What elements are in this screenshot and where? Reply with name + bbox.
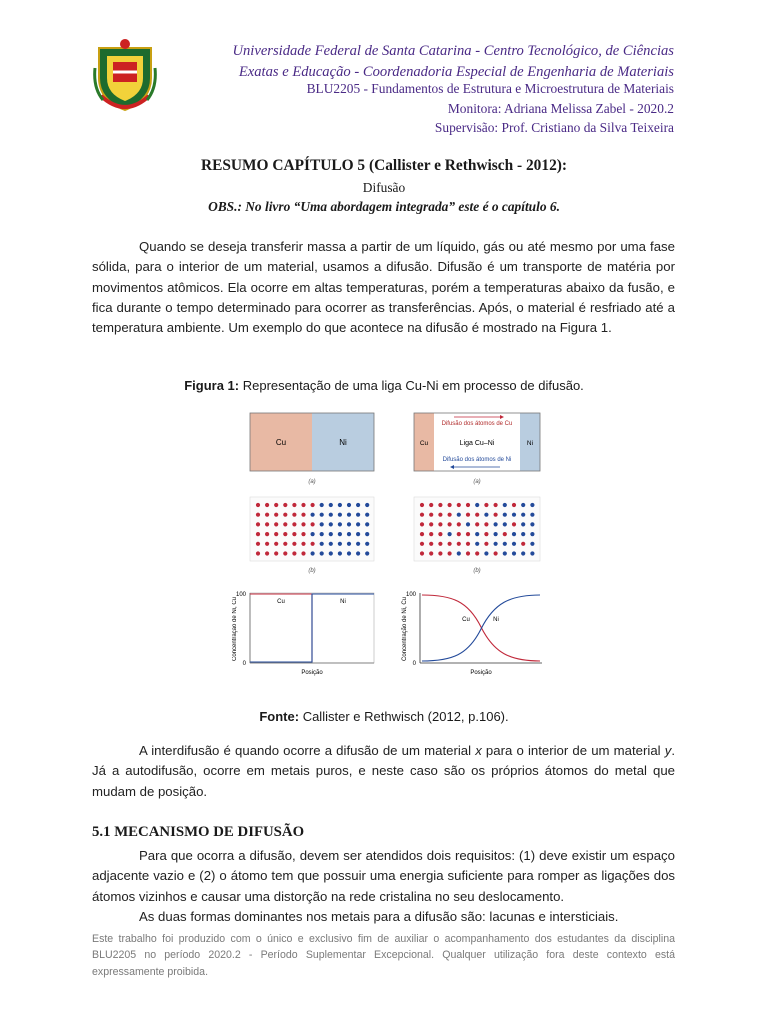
page-title: RESUMO CAPÍTULO 5 (Callister e Rethwisch - 2012): (200, 157, 568, 174)
atom (365, 503, 369, 507)
atom (311, 503, 315, 507)
atom (484, 542, 488, 546)
atom (356, 532, 360, 536)
sub-b-left: (b) (308, 568, 316, 574)
atom (311, 532, 315, 536)
atom (320, 522, 324, 526)
atom (420, 542, 424, 546)
footer-disclaimer: Este trabalho foi produzido com o único e exclusivo fim de auxiliar o acompanhamento dos estudantes da disciplina BLU2205 no período 2020.2 - Período Suplementar Excepcional. Qualquer utilização fora deste contexto está expressamente proibida. (92, 933, 675, 978)
atom (438, 522, 442, 526)
p2-part3: . Já a autodifusão, ocorre em metais puros, e neste caso são os próprios átomos do metal que mudam de posição. (92, 743, 676, 799)
atom (329, 532, 333, 536)
atom (256, 503, 260, 507)
atom (292, 513, 296, 517)
atom (466, 542, 470, 546)
atom (503, 513, 507, 517)
atom (420, 532, 424, 536)
atom (521, 551, 525, 555)
atom (365, 522, 369, 526)
atom (448, 522, 452, 526)
atom (347, 532, 351, 536)
concentration-plot-diffused (402, 592, 542, 676)
atom (475, 503, 479, 507)
atom (475, 522, 479, 526)
atom (365, 542, 369, 546)
atom (466, 522, 470, 526)
atom (256, 551, 260, 555)
atom (429, 522, 433, 526)
atom (265, 532, 269, 536)
cu-plot-label-right: Cu (462, 617, 470, 623)
atom (301, 503, 305, 507)
section-heading: 5.1 MECANISMO DE DIFUSÃO (92, 824, 305, 840)
atom (356, 551, 360, 555)
atom (484, 532, 488, 536)
atom (475, 542, 479, 546)
atom (283, 513, 287, 517)
atom (365, 551, 369, 555)
cu-label: Cu (275, 438, 287, 447)
figure-source (0, 709, 768, 724)
header-course: BLU2205 - Fundamentos de Estrutura e Microestrutura de Materiais (306, 81, 674, 96)
atom (448, 551, 452, 555)
atom (530, 532, 534, 536)
atom (512, 522, 516, 526)
atom (457, 522, 461, 526)
atom (301, 522, 305, 526)
atom (347, 503, 351, 507)
atom (457, 513, 461, 517)
atom (265, 522, 269, 526)
atom (320, 503, 324, 507)
atom (512, 551, 516, 555)
atom (274, 513, 278, 517)
atom (274, 542, 278, 546)
paragraph-intro: Quando se deseja transferir massa a partir de um líquido, gás ou até mesmo por uma fase sólida, para o interior de um material, usamos a difusão. Difusão é um transporte de matéria por movimentos atômicos. Ela ocorre em altas temperaturas, porém a temperaturas abaixo da fusão, e fica durante o tempo determinado para ocorrer as transferências. Após, o material é resfriado até a temperatura ambiente. Um exemplo do que acontece na difusão é mostrado na Figura 1. (92, 239, 675, 336)
atom (274, 532, 278, 536)
atom (320, 532, 324, 536)
alloy-label: Liga Cu–Ni (459, 440, 495, 447)
figure-caption (0, 378, 768, 393)
paragraph-interdiffusion (92, 741, 675, 802)
atom (274, 522, 278, 526)
atom (530, 522, 534, 526)
atom (420, 551, 424, 555)
diffusion-figure (232, 405, 552, 685)
atom (283, 522, 287, 526)
atom (256, 532, 260, 536)
atom (475, 532, 479, 536)
atom (494, 522, 498, 526)
atom (521, 532, 525, 536)
atom (356, 522, 360, 526)
atom (320, 513, 324, 517)
p2-part1: A interdifusão é quando ocorre a difusão de um material (139, 743, 476, 758)
atom (429, 503, 433, 507)
atom (429, 542, 433, 546)
header-department: Exatas e Educação - Coordenadoria Especial de Engenharia de Materiais (238, 64, 674, 80)
p2-part2: para o interior de um material (481, 743, 665, 758)
atom (466, 551, 470, 555)
ni-sigmoid-curve (422, 595, 540, 661)
atom (438, 532, 442, 536)
atom (301, 542, 305, 546)
atom (466, 513, 470, 517)
atom (420, 503, 424, 507)
atom (301, 513, 305, 517)
ni-label: Ni (339, 438, 347, 447)
atom (365, 513, 369, 517)
atom (347, 551, 351, 555)
atom (512, 503, 516, 507)
atom (429, 551, 433, 555)
atom (301, 532, 305, 536)
atom (420, 513, 424, 517)
atom (438, 551, 442, 555)
ni-diffusion-label: Difusão dos átomos de Ni (442, 457, 512, 463)
atom (329, 542, 333, 546)
p2-var-x: x (475, 743, 482, 758)
paragraph-forms: As duas formas dominantes nos metais para a difusão são: lacunas e intersticiais. (139, 909, 619, 924)
atom (301, 551, 305, 555)
atom (356, 542, 360, 546)
atom (466, 503, 470, 507)
atom (356, 513, 360, 517)
header-university: Universidade Federal de Santa Catarina - Centro Tecnológico, de Ciências (232, 43, 674, 59)
header-monitor: Monitora: Adriana Melissa Zabel - 2020.2 (447, 101, 674, 116)
atom (475, 551, 479, 555)
atom (329, 513, 333, 517)
atom (484, 503, 488, 507)
figure-source-label: Fonte: (259, 709, 300, 724)
atom (512, 542, 516, 546)
atom (265, 513, 269, 517)
atom (503, 522, 507, 526)
atom (448, 503, 452, 507)
atom (365, 532, 369, 536)
atom (429, 532, 433, 536)
cu-plot-label-left: Cu (277, 599, 285, 605)
atom (494, 542, 498, 546)
atom (448, 532, 452, 536)
concentration-plot-initial (232, 592, 374, 676)
atom (265, 551, 269, 555)
atom (292, 542, 296, 546)
atom (311, 522, 315, 526)
atom (494, 532, 498, 536)
atom (292, 532, 296, 536)
atom (292, 551, 296, 555)
atom (466, 532, 470, 536)
atom (448, 513, 452, 517)
y-max-left: 100 (235, 592, 246, 598)
atom (283, 503, 287, 507)
atom (457, 532, 461, 536)
cu-diffusion-label: Difusão dos átomos de Cu (441, 421, 513, 427)
atom (274, 503, 278, 507)
atom (457, 542, 461, 546)
atom (329, 522, 333, 526)
atom (292, 503, 296, 507)
atom (530, 542, 534, 546)
figure-source-text: Callister e Rethwisch (2012, p.106). (299, 709, 509, 724)
figure-caption-label: Figura 1: (184, 378, 240, 393)
ni-plot-label-left: Ni (340, 599, 346, 605)
obs-note: OBS.: No livro “Uma abordagem integrada” este é o capítulo 6. (208, 199, 560, 214)
atom (256, 522, 260, 526)
atom (429, 513, 433, 517)
atom (320, 551, 324, 555)
sub-b-right: (b) (473, 568, 481, 574)
atom (503, 551, 507, 555)
atom (494, 503, 498, 507)
atom (475, 513, 479, 517)
atom (356, 503, 360, 507)
atom (292, 522, 296, 526)
atom (494, 551, 498, 555)
ni-strip-label: Ni (526, 440, 534, 447)
x-axis-label-left: Posição (301, 670, 323, 676)
atom (347, 513, 351, 517)
atom (338, 551, 342, 555)
atom (438, 503, 442, 507)
page-subtitle: Difusão (362, 180, 406, 195)
cu-strip-label: Cu (419, 440, 429, 447)
y-max-right: 100 (405, 592, 416, 598)
atom (311, 542, 315, 546)
atom (512, 513, 516, 517)
atom (283, 542, 287, 546)
atom (338, 513, 342, 517)
ni-plot-label-right: Ni (493, 617, 499, 623)
p2-var-y: y (664, 743, 672, 758)
atom (347, 522, 351, 526)
atom (329, 551, 333, 555)
atom (457, 503, 461, 507)
ni-step-curve (250, 594, 374, 662)
atom (320, 542, 324, 546)
atom (503, 503, 507, 507)
atom (484, 522, 488, 526)
atom (521, 513, 525, 517)
atom (530, 513, 534, 517)
atom (484, 551, 488, 555)
atom (448, 542, 452, 546)
atom (274, 551, 278, 555)
y-min-right: 0 (412, 661, 416, 667)
atom (311, 551, 315, 555)
atom (347, 542, 351, 546)
atom (530, 551, 534, 555)
atom (265, 542, 269, 546)
atom (256, 542, 260, 546)
atom (420, 522, 424, 526)
atom (503, 532, 507, 536)
atom (338, 542, 342, 546)
atom (338, 532, 342, 536)
atom (283, 551, 287, 555)
atom (438, 542, 442, 546)
sub-a-left: (a) (308, 479, 316, 485)
atom (283, 532, 287, 536)
atom (256, 513, 260, 517)
figure-caption-text: Representação de uma liga Cu-Ni em processo de difusão. (239, 378, 584, 393)
atom (521, 503, 525, 507)
y-min-left: 0 (242, 661, 246, 667)
atom (329, 503, 333, 507)
atom (503, 542, 507, 546)
atom (494, 513, 498, 517)
atom (457, 551, 461, 555)
y-axis-label-right: Concentração de Ni, Cu (402, 596, 408, 662)
atom (265, 503, 269, 507)
sub-a-right: (a) (473, 479, 481, 485)
atom (338, 503, 342, 507)
atom (521, 522, 525, 526)
atom (530, 503, 534, 507)
y-axis-label-left: Concentração de Ni, Cu (232, 596, 238, 662)
atom (438, 513, 442, 517)
paragraph-requirements: Para que ocorra a difusão, devem ser atendidos dois requisitos: (1) deve existir um espaço adjacente vazio e (2) o átomo tem que possuir uma energia suficiente para romper as ligações dos átomos vizinhos e causar uma distorção na rede cristalina no seu deslocamento. (92, 848, 675, 904)
ufsc-logo-icon (93, 38, 157, 114)
atom (338, 522, 342, 526)
atom (512, 532, 516, 536)
header-supervisor: Supervisão: Prof. Cristiano da Silva Teixeira (434, 120, 674, 135)
atom (521, 542, 525, 546)
atom (311, 513, 315, 517)
atom (484, 513, 488, 517)
x-axis-label-right: Posição (470, 670, 492, 676)
